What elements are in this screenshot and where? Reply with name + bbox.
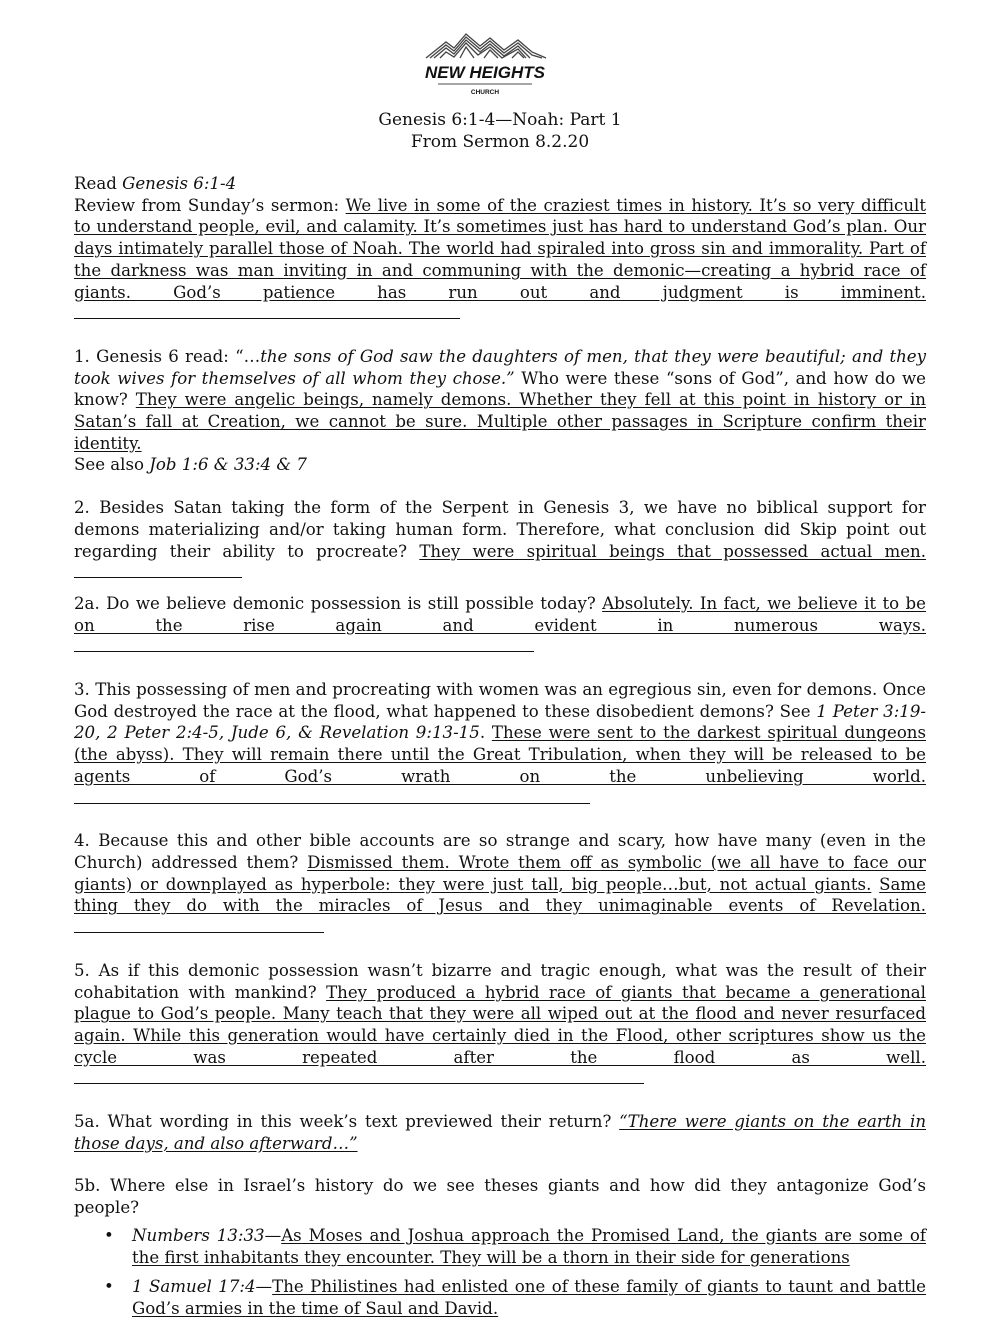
question-5b	[74, 1175, 926, 1218]
question-5a	[74, 1111, 926, 1154]
answer-fill-line	[74, 563, 242, 578]
q3-answer: These were sent to the darkest spiritual dungeons (the abyss). They will remain there until the Great Tribulation, when they will be released to be agents of God’s wrath on the unbelieving world.	[74, 723, 927, 786]
q1-prefix: 1. Genesis 6 read: “…	[74, 346, 261, 366]
list-item	[132, 1276, 926, 1319]
list-item-answer: The Philistines had enlisted one of these family of giants to taunt and battle God’s armies in the time of Saul and David.	[132, 1277, 926, 1318]
study-content	[74, 173, 926, 1328]
q4-answer-2: Same thing they do with the miracles of Jesus and they unimaginable events of Revelation.	[74, 874, 926, 916]
document-subtitle: From Sermon 8.2.20	[410, 132, 590, 152]
q5a-question: 5a. What wording in this week’s text previewed their return?	[74, 1112, 620, 1132]
q1-quote: the sons of God saw the daughters of men, that they were beautiful; and they took wives for themselves of all whom they chose.”	[74, 346, 926, 388]
answer-fill-line	[74, 1069, 644, 1084]
document-title: Genesis 6:1-4—Noah: Part 1	[378, 110, 622, 130]
q1-answer: They were angelic beings, namely demons. Whether they fell at this point in history or in Satan’s fall at Creation, we cannot be sure. Multiple other passages in Scripture confirm their identity.	[74, 390, 926, 453]
list-item-dash: —	[264, 1225, 282, 1245]
q3-period: .	[479, 723, 492, 743]
q2-answer: They were spiritual beings that possessed actual men.	[419, 541, 926, 561]
church-logo	[420, 28, 550, 98]
q1-see-also	[74, 454, 926, 476]
answer-fill-line	[74, 304, 460, 319]
list-item-answer: As Moses and Joshua approach the Promised Land, the giants are some of the first inhabitants they encounter. They will be a thorn in their side for generations	[132, 1225, 926, 1267]
q1-question: Who were these “sons of God”, and how do we know?	[74, 368, 927, 410]
question-3	[74, 679, 926, 809]
review-answer: We live in some of the craziest times in history. It’s so very difficult to understand people, evil, and calamity. It’s sometimes just has hard to understand God’s plan. Our days intimately parallel those of Noah. The world had spiraled into gross sin and immorality. Part of the darkness was man inviting in and communing with the demonic—creating a hybrid race of giants. God’s patience has run out and judgment is imminent.	[74, 195, 926, 302]
q5b-question: 5b. Where else in Israel’s history do we see theses giants and how did they antagonize God’s people?	[74, 1176, 926, 1218]
see-also-reference: Job 1:6 & 33:4 & 7	[149, 455, 307, 475]
question-2a	[74, 593, 926, 658]
read-line	[74, 173, 926, 195]
question-4	[74, 830, 926, 939]
q5a-answer: “There were giants on the earth in those days, and also afterward…”	[74, 1112, 927, 1153]
q2-question: 2. Besides Satan taking the form of the Serpent in Genesis 3, we have no biblical support for demons materializing and/or taking human form. Therefore, what conclusion did Skip point out regarding their ability to procreate?	[74, 498, 926, 561]
q5b-answer-list	[74, 1225, 926, 1320]
read-reference: Genesis 6:1-4	[122, 174, 237, 193]
list-item-reference: 1 Samuel 17:4	[132, 1277, 256, 1297]
q5-question: 5. As if this demonic possession wasn’t bizarre and tragic enough, what was the result of their cohabitation with mankind?	[74, 960, 926, 1002]
list-item-dash: —	[255, 1277, 273, 1297]
logo-wordmark: NEW HEIGHTS	[425, 63, 545, 82]
answer-fill-line	[74, 637, 534, 652]
question-2	[74, 497, 926, 584]
document-header	[0, 109, 1000, 153]
q2a-answer: Absolutely. In fact, we believe it to be on the rise again and evident in numerous ways.	[74, 593, 927, 635]
list-item	[132, 1225, 926, 1268]
question-5	[74, 960, 926, 1090]
logo-subtitle: CHURCH	[470, 89, 500, 96]
answer-fill-line	[74, 789, 590, 804]
list-item-reference: Numbers 13:33	[132, 1225, 265, 1245]
review-paragraph	[74, 195, 926, 325]
q5-answer: They produced a hybrid race of giants that became a generational plague to God’s people. Many teach that they were all wiped out at the flood and never resurfaced again. While this generation would have certainly died in the Flood, other scriptures show us the cycle was repeated after the flood as well.	[74, 982, 926, 1067]
q3-question: 3. This possessing of men and procreating with women was an egregious sin, even for demons. Once God destroyed the race at the flood, what happened to these disobedient demons? See	[74, 680, 926, 721]
q2a-question: 2a. Do we believe demonic possession is still possible today?	[74, 593, 603, 613]
question-1	[74, 346, 926, 455]
see-also-label: See also	[74, 455, 150, 475]
answer-fill-line	[74, 918, 324, 933]
q4-answer-1: Dismissed them. Wrote them off as symbolic (we all have to face our giants) or downplayed as hyperbole: they were just tall, big people…but, not actual giants.	[74, 852, 926, 894]
read-label: Read	[74, 174, 123, 193]
q4-question: 4. Because this and other bible accounts are so strange and scary, how have many (even in the Church) addressed them?	[74, 831, 926, 872]
review-label: Review from Sunday’s sermon:	[74, 195, 346, 215]
mountain-logo-icon	[420, 28, 550, 98]
q3-references: 1 Peter 3:19-20, 2 Peter 2:4-5, Jude 6, & Revelation 9:13-15	[74, 701, 927, 743]
